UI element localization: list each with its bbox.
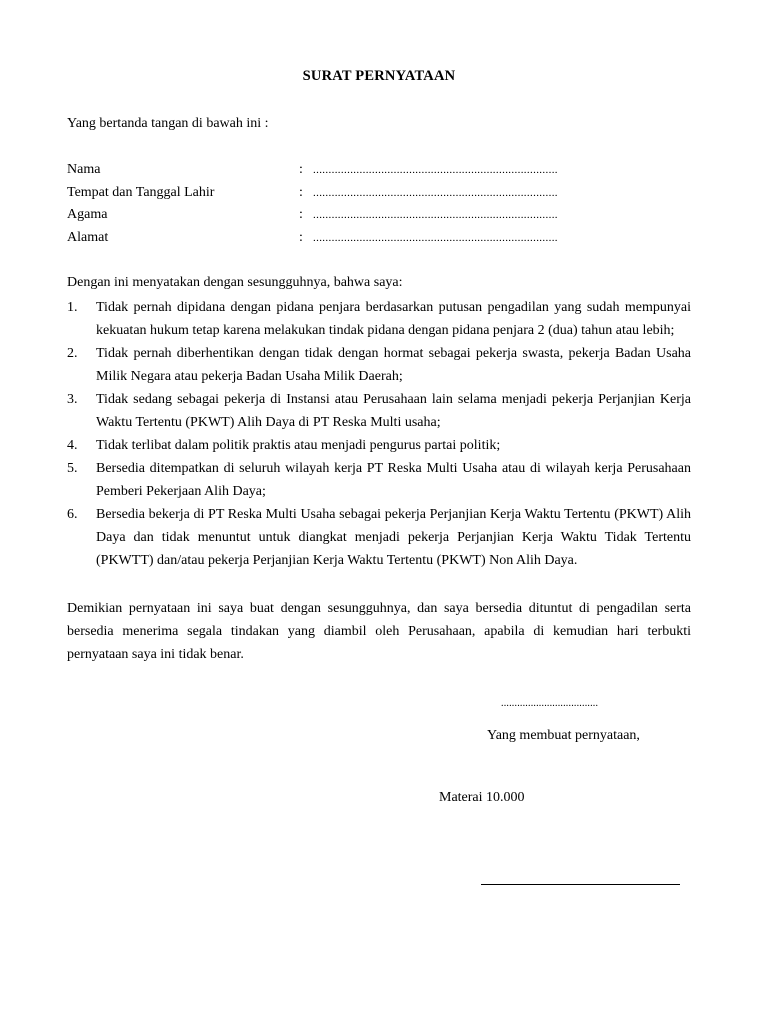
field-colon: : [299,230,303,246]
list-item [67,434,691,457]
list-text: Tidak sedang sebagai pekerja di Instansi atau Perusahaan lain selama menjadi pekerja Perjanjian Kerja Waktu Tertentu (PKWT) Alih Daya di PT Reska Multi usaha; [96,392,691,430]
field-label: Nama [67,162,101,177]
field-row-alamat [67,229,627,252]
list-number: 3. [67,392,78,407]
field-blank: ............................................................................... [313,164,558,176]
field-colon: : [299,207,303,223]
field-row-tempat-tanggal-lahir [67,184,627,207]
list-number: 5. [67,461,78,476]
field-label: Agama [67,207,108,223]
statement-list [67,296,691,572]
signature-label: Yang membuat pernyataan, [487,728,640,743]
document-title: SURAT PERNYATAAN [302,68,456,84]
list-item [67,457,691,503]
list-text: Tidak pernah dipidana dengan pidana penjara berdasarkan putusan pengadilan yang sudah mempunyai kekuatan hukum tetap karena melakukan tindak pidana dengan pidana penjara 2 (dua) tahun atau lebih; [96,300,691,338]
field-blank: ............................................................................... [313,209,558,222]
field-label: Tempat dan Tanggal Lahir [67,184,215,200]
statement-text: Dengan ini menyatakan dengan sesungguhnya, bahwa saya: [67,275,403,290]
signature-line [481,884,680,885]
field-blank: ............................................................................... [313,232,558,245]
field-colon: : [299,184,303,200]
field-blank: ............................................................................... [313,186,558,199]
list-number: 2. [67,346,78,361]
list-item [67,388,691,434]
place-date-blank: .................................... [501,698,599,709]
list-text: Tidak pernah diberhentikan dengan tidak dengan hormat sebagai pekerja swasta, pekerja Badan Usaha Milik Negara atau pekerja Badan Usaha Milik Daerah; [96,346,691,384]
list-text: Bersedia bekerja di PT Reska Multi Usaha sebagai pekerja Perjanjian Kerja Waktu Tertentu (PKWT) Alih Daya dan tidak menuntut untuk diangkat menjadi pekerja Perjanjian Kerja Waktu Tidak Tertentu (PKWTT) dan/atau pekerja Perjanjian Kerja Waktu Tertentu (PKWT) Non Alih Daya. [96,507,691,568]
field-colon: : [299,162,303,177]
stamp-duty-label: Materai 10.000 [439,790,525,805]
field-label: Alamat [67,230,109,246]
field-row-nama [67,161,627,184]
list-number: 4. [67,438,78,453]
intro-text: Yang bertanda tangan di bawah ini : [67,116,269,131]
list-item [67,296,691,342]
closing-paragraph: Demikian pernyataan ini saya buat dengan sesungguhnya, dan saya bersedia dituntut di pengadilan serta bersedia menerima segala tindakan yang diambil oleh Perusahaan, apabila di kemudian hari terbukti pernyataan saya ini tidak benar. [67,601,691,662]
list-item [67,342,691,388]
list-text: Bersedia ditempatkan di seluruh wilayah kerja PT Reska Multi Usaha atau di wilayah kerja Perusahaan Pemberi Pekerjaan Alih Daya; [96,461,691,499]
list-number: 6. [67,507,78,522]
list-text: Tidak terlibat dalam politik praktis atau menjadi pengurus partai politik; [96,438,501,453]
list-item [67,503,691,572]
identity-fields [67,161,627,252]
list-number: 1. [67,300,78,315]
field-row-agama [67,206,627,229]
